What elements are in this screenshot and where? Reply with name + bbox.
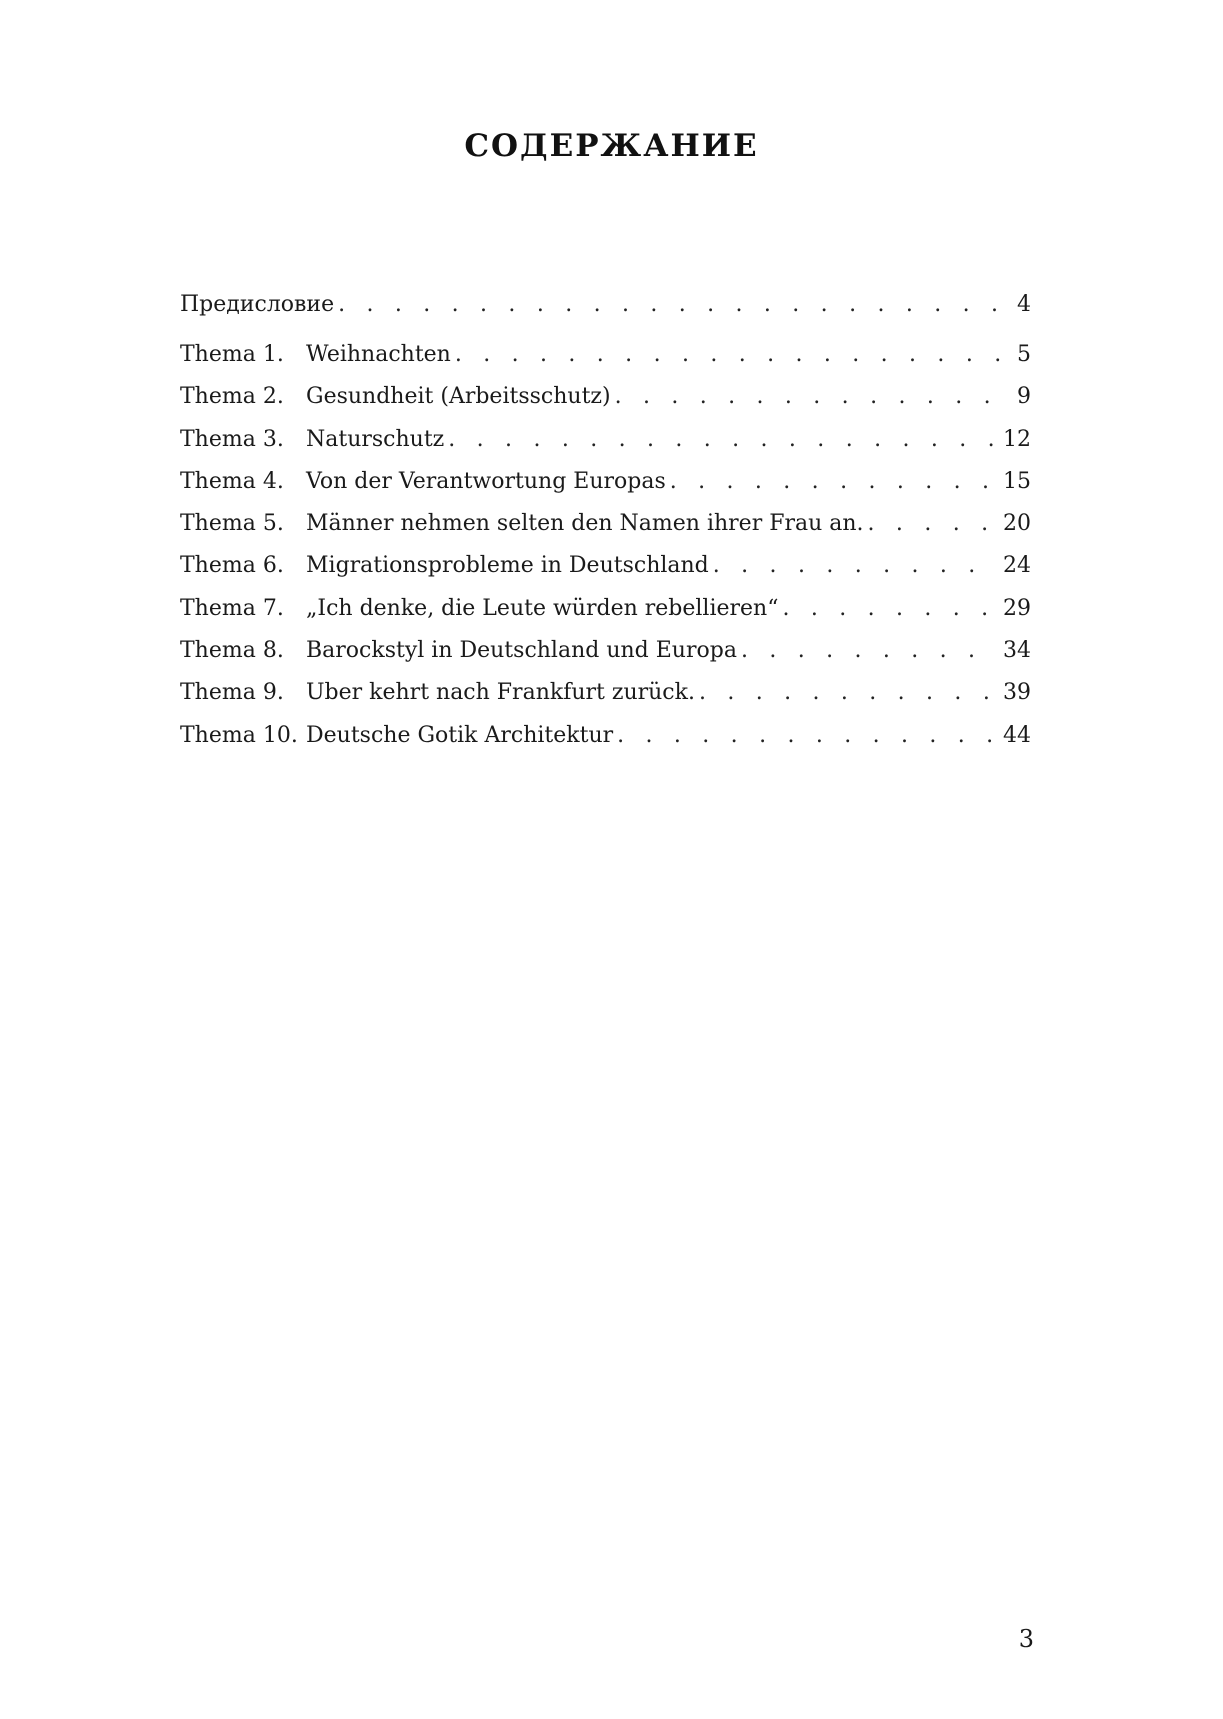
toc-entry: [180, 425, 1031, 467]
toc-entry-title: Weihnachten: [306, 342, 451, 367]
toc-leader-dots: [670, 467, 997, 497]
toc-entry-page: 29: [1003, 595, 1031, 621]
toc-entry-page: 20: [1003, 511, 1031, 537]
toc-leader-dots: [699, 678, 997, 708]
toc-entry: [180, 721, 1031, 763]
toc-entry-title: Von der Verantwortung Europas: [306, 468, 666, 494]
toc-entry: [180, 636, 1031, 678]
toc-entry-number: Thema 7.: [180, 595, 284, 621]
toc-entry-page: 44: [1003, 722, 1031, 748]
toc-leader-dots: [741, 636, 997, 666]
toc-entry: [180, 382, 1031, 424]
toc-entry-number: Thema 4.: [180, 468, 284, 494]
toc-entry: [180, 509, 1031, 551]
toc-entry-title: Предисловие: [180, 292, 335, 317]
page-number: 3: [1018, 1625, 1034, 1653]
toc-entry-page: 34: [1003, 638, 1031, 664]
toc-leader-dots: [617, 721, 997, 751]
toc-entry-title: Deutsche Gotik Architektur: [306, 722, 614, 748]
toc-entry: [180, 467, 1031, 509]
page-title: СОДЕРЖАНИЕ: [464, 128, 759, 164]
toc-entry-title: Gesundheit (Arbeitsschutz): [306, 384, 611, 410]
toc-entry-number: Thema 8.: [180, 638, 284, 664]
toc-entry-title: Barockstyl in Deutschland und Europa: [306, 638, 737, 664]
toc-entry: [180, 340, 1031, 382]
toc-entry-title: Migrationsprobleme in Deutschland: [306, 553, 709, 579]
toc-entry-number: Thema 5.: [180, 511, 284, 537]
toc-entry-page: 12: [1003, 426, 1031, 452]
toc-leader-dots: [448, 425, 997, 455]
toc-entry-page: 4: [1017, 292, 1031, 317]
toc-entry-title: Naturschutz: [306, 426, 445, 452]
toc-leader-dots: [713, 551, 997, 581]
toc-entry-page: 24: [1003, 553, 1031, 579]
toc-leader-dots: [868, 509, 997, 539]
toc-entry: [180, 678, 1031, 720]
toc-entry-number: Thema 10.: [180, 722, 298, 748]
toc-entry-page: 15: [1003, 468, 1031, 494]
toc-entry-preface: [180, 290, 1031, 340]
toc-entry-page: 9: [1017, 384, 1031, 410]
toc-entry-number: Thema 2.: [180, 384, 284, 410]
toc-entry-title: Uber kehrt nach Frankfurt zurück.: [306, 680, 695, 706]
toc-entry-page: 5: [1017, 342, 1031, 367]
toc-leader-dots: [338, 290, 1011, 320]
toc-entry-number: Thema 3.: [180, 426, 284, 452]
table-of-contents: [180, 290, 1031, 763]
toc-entry-page: 39: [1003, 680, 1031, 706]
toc-leader-dots: [455, 340, 1011, 370]
toc-entry: [180, 594, 1031, 636]
toc-entry: [180, 551, 1031, 593]
toc-entry-number: Thema 6.: [180, 553, 284, 579]
toc-leader-dots: [782, 594, 997, 624]
toc-entry-number: Thema 9.: [180, 680, 284, 706]
toc-leader-dots: [615, 382, 1011, 412]
toc-entry-number: Thema 1.: [180, 342, 284, 367]
toc-entry-title: Männer nehmen selten den Namen ihrer Frau an.: [306, 511, 864, 537]
toc-entry-title: „Ich denke, die Leute würden rebellieren“: [306, 595, 779, 621]
